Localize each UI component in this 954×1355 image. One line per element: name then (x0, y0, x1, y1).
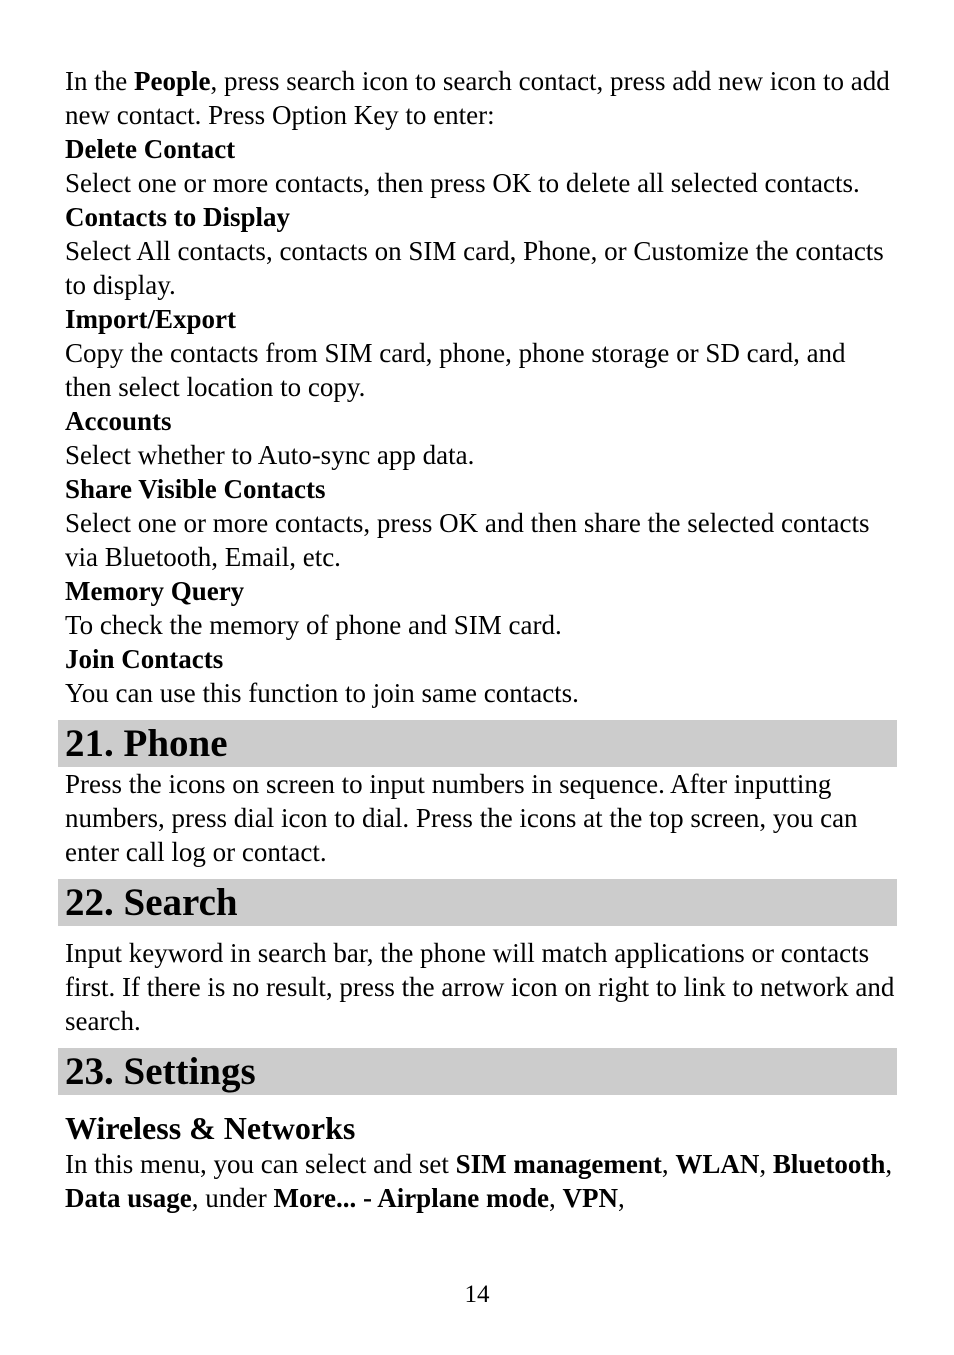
option-text-delete-contact: Select one or more contacts, then press OK to delete all selected contacts. (65, 168, 860, 198)
separator: , (617, 1183, 625, 1213)
intro-people-term: People (133, 66, 211, 96)
term-wlan: WLAN (675, 1149, 760, 1179)
separator: , (759, 1149, 773, 1179)
intro-paragraph (65, 64, 897, 132)
option-text-accounts: Select whether to Auto-sync app data. (65, 440, 475, 470)
intro-text-end: , press search icon to search contact, press add new icon to add new contact. Press Option Key to enter: (65, 66, 890, 130)
option-text-share-visible-contacts: Select one or more contacts, press OK and then share the selected contacts via Bluetooth, Email, etc. (65, 508, 870, 572)
settings-subheading-wireless: Wireless & Networks (65, 1110, 356, 1146)
separator: , (661, 1149, 676, 1179)
option-text-import-export: Copy the contacts from SIM card, phone, phone storage or SD card, and then select location to copy. (65, 338, 846, 402)
section-heading-phone: 21. Phone (58, 720, 897, 767)
option-title-import-export: Import/Export (65, 304, 236, 334)
settings-text-start: In this menu, you can select and set (65, 1149, 456, 1179)
option-title-share-visible-contacts: Share Visible Contacts (65, 474, 326, 504)
option-title-delete-contact: Delete Contact (65, 134, 236, 164)
settings-text-under: , under (191, 1183, 274, 1213)
option-text-join-contacts: You can use this function to join same contacts. (65, 678, 579, 708)
option-title-accounts: Accounts (65, 406, 172, 436)
phone-paragraph: Press the icons on screen to input numbers in sequence. After inputting numbers, press dial icon to dial. Press the icons at the top screen, you can enter call log or contact. (65, 769, 858, 867)
settings-paragraph (65, 1147, 897, 1215)
search-paragraph: Input keyword in search bar, the phone will match applications or contacts first. If there is no result, press the arrow icon on right to link to network and search. (65, 938, 895, 1036)
term-airplane-mode: More... - Airplane mode (273, 1183, 549, 1213)
term-bluetooth: Bluetooth (772, 1149, 886, 1179)
section-heading-search: 22. Search (58, 879, 897, 926)
term-vpn: VPN (562, 1183, 618, 1213)
separator: , (885, 1149, 893, 1179)
option-title-join-contacts: Join Contacts (65, 644, 224, 674)
manual-page (65, 64, 897, 1215)
page-number: 14 (464, 1281, 490, 1308)
separator: , (548, 1183, 563, 1213)
option-text-contacts-to-display: Select All contacts, contacts on SIM card, Phone, or Customize the contacts to display. (65, 236, 884, 300)
section-heading-settings: 23. Settings (58, 1048, 897, 1095)
option-title-memory-query: Memory Query (65, 576, 245, 606)
option-title-contacts-to-display: Contacts to Display (65, 202, 291, 232)
term-data-usage: Data usage (65, 1183, 192, 1213)
option-text-memory-query: To check the memory of phone and SIM card. (65, 610, 562, 640)
intro-text-start: In the (65, 66, 134, 96)
term-sim-management: SIM management (455, 1149, 662, 1179)
